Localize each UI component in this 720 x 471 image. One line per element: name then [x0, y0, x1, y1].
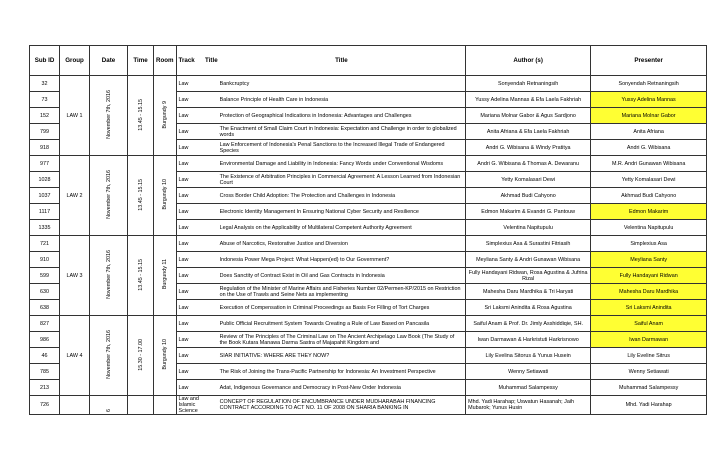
- title-cell: Does Sanctity of Contract Exist in Oil and Gas Contracts in Indonesia: [218, 268, 466, 284]
- title-cell: CONCEPT OF REGULATION OF ENCUMBRANCE UNDER MUDHARABAH FINANCING CONTRACT ACCORDING TO ACT NO. 11 OF 2008 ON SHARIA BANKING IN: [218, 396, 466, 415]
- author-cell: Lily Evelina Sitorus & Yunus Husein: [466, 348, 591, 364]
- sub-id-cell: 721: [30, 236, 60, 252]
- date-text: November 7th, 2016: [105, 170, 112, 219]
- track-cell: Law: [176, 348, 218, 364]
- header-date: Date: [90, 46, 128, 76]
- track-cell: Law: [176, 124, 218, 140]
- presenter-cell: Iwan Darmawan: [591, 332, 707, 348]
- sub-id-cell: 726: [30, 396, 60, 415]
- date-cell: [90, 76, 128, 156]
- sub-id-cell: 1037: [30, 188, 60, 204]
- author-cell: Wenny Setiawati: [466, 364, 591, 380]
- title-cell: Abuse of Narcotics, Restorative Justice and Diversion: [218, 236, 466, 252]
- author-cell: Fully Handayani Ridwan, Rosa Agustina & Jufrina Rizal: [466, 268, 591, 284]
- group-cell: LAW 4: [60, 316, 90, 396]
- author-cell: Sonyendah Retnaningsih: [466, 76, 591, 92]
- group-cell: [60, 396, 90, 415]
- presenter-cell: Mahesha Daru Mardhika: [591, 284, 707, 300]
- table-body: [30, 76, 707, 415]
- header-author: Author (s): [466, 46, 591, 76]
- header-sub-id: Sub ID: [30, 46, 60, 76]
- header-title: Title: [218, 46, 466, 76]
- room-text: Burgundy 10: [161, 179, 168, 210]
- header-row: [30, 46, 707, 76]
- sub-id-cell: 785: [30, 364, 60, 380]
- presenter-cell: Andri G. Wibisana: [591, 140, 707, 156]
- author-cell: Saiful Anam & Prof. Dr. Jimly Asshiddiqie, SH.: [466, 316, 591, 332]
- presenter-cell: Sri Laksmi Anindita: [591, 300, 707, 316]
- room-text: Burgundy 11: [161, 259, 168, 290]
- title-cell: Public Official Recruitment System Towards Creating a Rule of Law Based on Pancasila: [218, 316, 466, 332]
- track-cell: Law and Islamic Science: [176, 396, 218, 415]
- author-cell: Iwan Darmawan & Harkristuti Harkrisnowo: [466, 332, 591, 348]
- author-cell: Muhammad Salampessy: [466, 380, 591, 396]
- author-cell: Mariana Molnar Gabor & Agus Sardjono: [466, 108, 591, 124]
- title-cell: Protection of Geographical Indications in Indonesia: Advantages and Challenges: [218, 108, 466, 124]
- time-cell: [128, 316, 154, 396]
- sub-id-cell: 827: [30, 316, 60, 332]
- header-title-short: Title: [205, 46, 218, 76]
- sub-id-cell: 73: [30, 92, 60, 108]
- track-cell: Law: [176, 108, 218, 124]
- sub-id-cell: 32: [30, 76, 60, 92]
- time-text: 13.45 - 15.15: [137, 178, 144, 211]
- track-cell: Law: [176, 220, 218, 236]
- track-cell: Law: [176, 284, 218, 300]
- author-cell: Andri G. Wibisana & Thomas A. Dewaranu: [466, 156, 591, 172]
- presenter-cell: Saiful Anam: [591, 316, 707, 332]
- track-cell: Law: [176, 300, 218, 316]
- time-text: 13.45 - 15.15: [137, 258, 144, 291]
- sub-id-cell: 977: [30, 156, 60, 172]
- time-cell: [128, 236, 154, 316]
- room-cell: [154, 236, 177, 316]
- author-cell: Yetty Komalasari Dewi: [466, 172, 591, 188]
- sub-id-cell: 799: [30, 124, 60, 140]
- presenter-cell: Mariana Molnar Gabor: [591, 108, 707, 124]
- track-cell: Law: [176, 316, 218, 332]
- author-cell: Edmon Makarim & Evandri G. Pantouw: [466, 204, 591, 220]
- date-text: November 7th, 2016: [105, 250, 112, 299]
- presenter-cell: Yetty Komalasari Dewi: [591, 172, 707, 188]
- header-time: Time: [128, 46, 154, 76]
- time-text: 15.30 - 17.00: [137, 338, 144, 371]
- author-cell: Mhd. Yadi Harahap; Uswatun Hasanah; Jaih Mubarok; Yunus Husin: [466, 396, 591, 415]
- presenter-cell: M.R. Andri Gunawan Wibisana: [591, 156, 707, 172]
- author-cell: Sri Laksmi Anindita & Rosa Agustina: [466, 300, 591, 316]
- sub-id-cell: 638: [30, 300, 60, 316]
- track-cell: Law: [176, 76, 218, 92]
- title-cell: The Enactment of Small Claim Court in Indonesia: Expectation and Challenge in order to globalized words: [218, 124, 466, 140]
- date-text: November 7th, 2016: [105, 330, 112, 379]
- presenter-cell: Akhmad Budi Cahyono: [591, 188, 707, 204]
- author-cell: Mahesha Daru Mardhika & Tri Haryati: [466, 284, 591, 300]
- date-text: 6: [105, 409, 112, 412]
- author-cell: Anita Afriana & Efa Laela Fakhriah: [466, 124, 591, 140]
- title-cell: Cross Border Child Adoption: The Protection and Challenges in Indonesia: [218, 188, 466, 204]
- title-cell: Execution of Compensation in Criminal Proceedings as Basis For Filling of Tort Charges: [218, 300, 466, 316]
- author-cell: Velentina Napitupulu: [466, 220, 591, 236]
- sub-id-cell: 599: [30, 268, 60, 284]
- title-cell: The Existence of Arbitration Principles in Commercial Agreement: A Lesson Learned from Indonesian Court: [218, 172, 466, 188]
- sub-id-cell: 918: [30, 140, 60, 156]
- group-cell: LAW 3: [60, 236, 90, 316]
- table-row: [30, 316, 707, 332]
- track-cell: Law: [176, 364, 218, 380]
- header-room: Room: [154, 46, 177, 76]
- sub-id-cell: 152: [30, 108, 60, 124]
- sub-id-cell: 910: [30, 252, 60, 268]
- title-cell: Law Enforcement of Indonesia's Penal Sanctions to the Increased Illegal Trade of Endangered Species: [218, 140, 466, 156]
- sub-id-cell: 1028: [30, 172, 60, 188]
- date-cell: [90, 396, 128, 415]
- presenter-cell: Sonyendah Retnaningsih: [591, 76, 707, 92]
- sub-id-cell: 46: [30, 348, 60, 364]
- track-cell: Law: [176, 204, 218, 220]
- room-text: Burgundy 9: [161, 100, 168, 129]
- header-track: Track: [176, 46, 205, 76]
- sub-id-cell: 986: [30, 332, 60, 348]
- sub-id-cell: 1335: [30, 220, 60, 236]
- header-presenter: Presenter: [591, 46, 707, 76]
- title-cell: Legal Analysis on the Applicability of Multilateral Competent Authority Agreement: [218, 220, 466, 236]
- group-cell: LAW 1: [60, 76, 90, 156]
- time-text: 13.45 - 15.15: [137, 98, 144, 131]
- author-cell: Akhmad Budi Cahyono: [466, 188, 591, 204]
- track-cell: Law: [176, 188, 218, 204]
- track-cell: Law: [176, 332, 218, 348]
- track-cell: Law: [176, 140, 218, 156]
- presenter-cell: Yussy Adelina Mannas: [591, 92, 707, 108]
- title-cell: Regulation of the Minister of Marine Affairs and Fisheries Number 02/Permen-KP/2015 on Restriction on the Use of Trawls and Seine Nets as implementing: [218, 284, 466, 300]
- sub-id-cell: 213: [30, 380, 60, 396]
- title-cell: Bankcruptcy: [218, 76, 466, 92]
- sub-id-cell: 1117: [30, 204, 60, 220]
- room-cell: [154, 316, 177, 396]
- presenter-cell: Edmon Makarim: [591, 204, 707, 220]
- date-cell: [90, 316, 128, 396]
- track-cell: Law: [176, 268, 218, 284]
- author-cell: Simplexius Asa & Surastini Fitriasih: [466, 236, 591, 252]
- room-cell: [154, 396, 177, 415]
- presenter-cell: Anita Afriana: [591, 124, 707, 140]
- track-cell: Law: [176, 92, 218, 108]
- header-group: Group: [60, 46, 90, 76]
- table-row: [30, 396, 707, 415]
- room-text: Burgundy 10: [161, 339, 168, 370]
- sub-id-cell: 630: [30, 284, 60, 300]
- title-cell: Indonesia Power Mega Project: What Happen(ed) to Our Government?: [218, 252, 466, 268]
- room-cell: [154, 76, 177, 156]
- presenter-cell: Simplexius Asa: [591, 236, 707, 252]
- presenter-cell: Fully Handayani Ridwan: [591, 268, 707, 284]
- group-cell: LAW 2: [60, 156, 90, 236]
- date-text: November 7th, 2016: [105, 90, 112, 139]
- title-cell: The Risk of Joining the Trans-Pacific Partnership for Indonesia: An Investment Perspective: [218, 364, 466, 380]
- title-cell: Environmental Damage and Liability in Indonesia: Fancy Words under Conventional Wisdoms: [218, 156, 466, 172]
- title-cell: SIAR INITIATIVE: WHERE ARE THEY NOW?: [218, 348, 466, 364]
- time-cell: [128, 156, 154, 236]
- title-cell: Balance Principle of Health Care in Indonesia: [218, 92, 466, 108]
- time-cell: [128, 76, 154, 156]
- track-cell: Law: [176, 380, 218, 396]
- track-cell: Law: [176, 252, 218, 268]
- date-cell: [90, 236, 128, 316]
- presenter-cell: Velentina Napitupulu: [591, 220, 707, 236]
- author-cell: Meyliana Santy & Andri Gunawan Wibisana: [466, 252, 591, 268]
- presenter-cell: Meyliana Santy: [591, 252, 707, 268]
- table-row: [30, 236, 707, 252]
- track-cell: Law: [176, 236, 218, 252]
- presenter-cell: Lily Eveline Sitrus: [591, 348, 707, 364]
- room-cell: [154, 156, 177, 236]
- title-cell: Adat, Indigenous Governance and Democracy in Post-New Order Indonesia: [218, 380, 466, 396]
- presenter-cell: Mhd. Yadi Harahap: [591, 396, 707, 415]
- presenter-cell: Muhammad Salampessy: [591, 380, 707, 396]
- title-cell: Electronic Identity Management In Ensuring National Cyber Security and Resilience: [218, 204, 466, 220]
- presenter-cell: Wenny Setiawati: [591, 364, 707, 380]
- table-row: [30, 76, 707, 92]
- author-cell: Andri G. Wibisana & Windy Pratitya: [466, 140, 591, 156]
- track-cell: Law: [176, 156, 218, 172]
- track-cell: Law: [176, 172, 218, 188]
- author-cell: Yussy Adelina Mannas & Efa Laela Fakhriah: [466, 92, 591, 108]
- date-cell: [90, 156, 128, 236]
- schedule-table: [29, 45, 707, 415]
- title-cell: Review of The Principles of The Criminal Law on The Ancient Archipelago Law Book (The Study of the Book Kutara Manawa Darma Sastra of Majapahit Kingdom and: [218, 332, 466, 348]
- table-row: [30, 156, 707, 172]
- time-cell: [128, 396, 154, 415]
